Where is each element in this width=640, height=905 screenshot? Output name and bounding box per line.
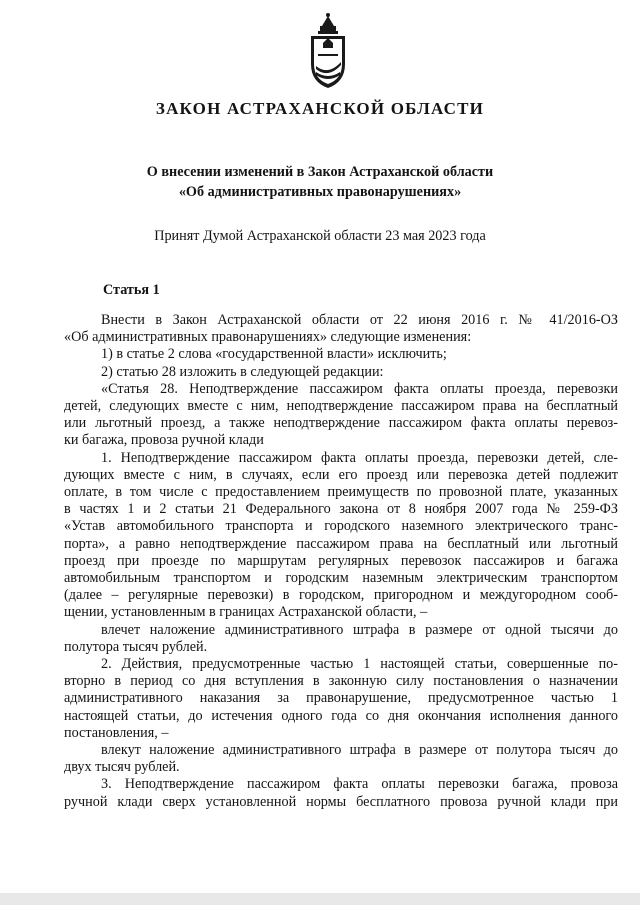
text-line: щении, установленным в границах Астраханской области, –: [64, 604, 428, 621]
text-line: полутора тысяч рублей.: [64, 638, 208, 655]
text-line: двух тысяч рублей.: [64, 759, 180, 776]
text-line: Внести в Закон Астраханской области от 22 июня 2016 г. № 41/2016-ОЗ: [101, 312, 618, 328]
coat-of-arms-icon: [306, 12, 350, 90]
text-line: порта», а равно неподтверждение пассажиром права на бесплатный или льготный: [64, 535, 618, 552]
text-line: 3. Неподтверждение пассажиром факта оплаты перевозки багажа, провоза: [101, 776, 618, 793]
text-line: настоящей статьи, до истечения одного года со дня окончания исполнения данного: [64, 707, 618, 724]
subtitle-line: «Об административных правонарушениях»: [178, 184, 462, 200]
text-line: ки багажа, провоза ручной клади: [64, 432, 264, 449]
subtitle-line: О внесении изменений в Закон Астраханской области: [146, 164, 494, 180]
text-line: «Статья 28. Неподтверждение пассажиром факта оплаты проезда, перевозки: [101, 380, 618, 397]
text-line: 1. Неподтверждение пассажиром факта оплаты проезда, перевозки детей, сле-: [101, 449, 618, 466]
article-heading: Статья 1: [103, 282, 160, 298]
text-line: или льготный проезд, а также неподтверждение пассажиром факта оплаты перевоз-: [64, 415, 618, 432]
scan-bottom-edge: [0, 893, 640, 905]
adoption-line: Принят Думой Астраханской области 23 мая 2023 года: [154, 228, 486, 244]
text-line: 1) в статье 2 слова «государственной власти» исключить;: [101, 346, 447, 363]
text-line: влекут наложение административного штрафа в размере от полутора тысяч до: [101, 742, 618, 759]
text-line: 2) статью 28 изложить в следующей редакции:: [101, 363, 384, 380]
text-line: в частях 1 и 2 статьи 21 Федерального закона от 8 ноября 2007 года № 259-ФЗ: [64, 501, 618, 518]
text-line: детей, следующих вместе с ним, неподтверждение пассажиром права на бесплатный: [64, 398, 618, 415]
text-line: оплате, в том числе с предоставлением преимуществ по провозной плате, указанных: [64, 484, 618, 501]
text-line: административного наказания за правонарушение, предусмотренное частью 1: [64, 690, 618, 707]
text-line: вторно в период со дня вступления в законную силу постановления о назначении: [64, 673, 618, 690]
text-line: влечет наложение административного штрафа в размере от одной тысячи до: [101, 621, 618, 638]
text-line: (далее – регулярные перевозки) в городском, пригородном и междугородном сооб-: [64, 587, 618, 604]
text-line: автомобильным транспортом и городским наземным электрическим транспортом: [64, 570, 618, 587]
text-line: 2. Действия, предусмотренные частью 1 настоящей статьи, совершенные по-: [101, 656, 618, 673]
document-body: [64, 312, 618, 811]
text-line: проезд при проезде по маршрутам регулярных перевозок пассажиров и багажа: [64, 552, 618, 569]
text-line: «Устав автомобильного транспорта и городского наземного электрического транс-: [64, 518, 618, 535]
text-line: «Об административных правонарушениях» следующие изменения:: [64, 329, 472, 346]
text-line: ручной клади сверх установленной нормы бесплатного провоза ручной клади при: [64, 793, 618, 810]
text-line: постановления, –: [64, 724, 169, 741]
law-title: ЗАКОН АСТРАХАНСКОЙ ОБЛАСТИ: [155, 99, 485, 118]
text-line: дующих вместе с ним, в случаях, если его проезд или перевозка детей подлежит: [64, 466, 618, 483]
law-subtitle: [0, 162, 640, 202]
